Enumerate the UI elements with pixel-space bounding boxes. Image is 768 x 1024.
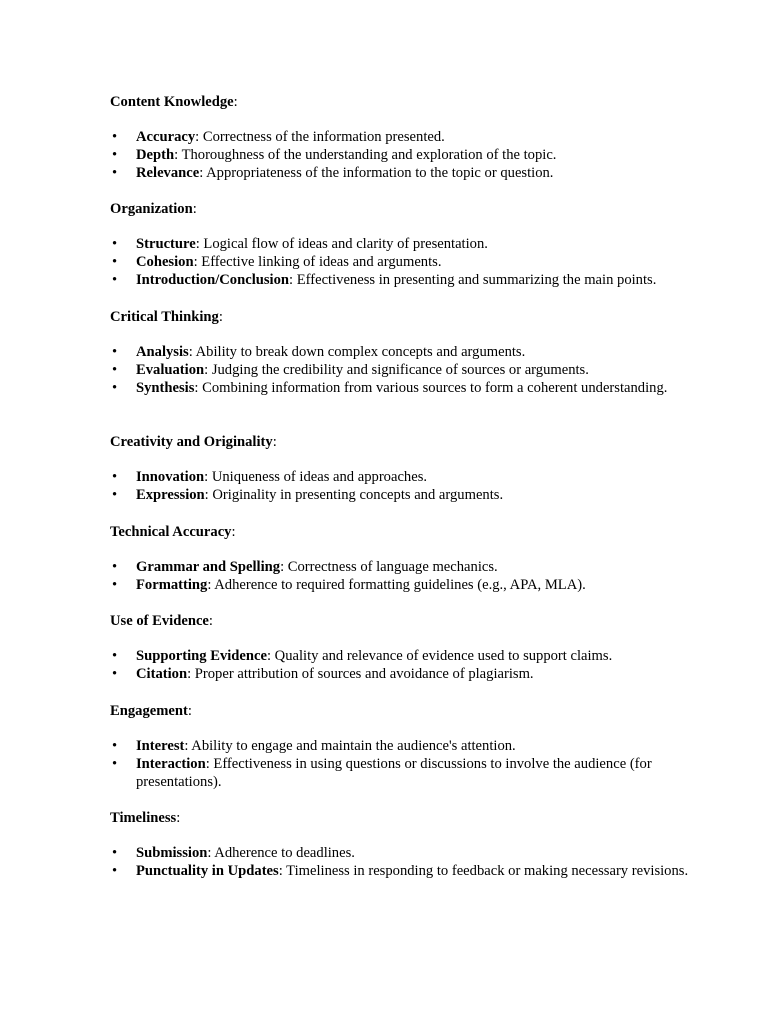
item-term: Evaluation	[136, 361, 205, 378]
list-item: • Depth: Thoroughness of the understanding and exploration of the topic.	[112, 146, 557, 163]
list-item: • Cohesion: Effective linking of ideas and arguments.	[112, 253, 442, 270]
list-item: • Formatting: Adherence to required formatting guidelines (e.g., APA, MLA).	[112, 576, 586, 593]
list-item: • Submission: Adherence to deadlines.	[112, 844, 355, 861]
bullet-icon: •	[112, 164, 118, 181]
item-description: Appropriateness of the information to the topic or question.	[206, 164, 554, 181]
item-term: Innovation	[136, 468, 205, 485]
item-description: Judging the credibility and significance of sources or arguments.	[211, 361, 589, 378]
item-description: Timeliness in responding to feedback or making necessary revisions.	[286, 862, 689, 879]
item-description: Uniqueness of ideas and approaches.	[211, 468, 428, 485]
list-item: • Relevance: Appropriateness of the information to the topic or question.	[112, 164, 554, 181]
section-heading: Use of Evidence:	[110, 613, 213, 629]
item-term: Expression	[136, 486, 205, 503]
list-item: • Synthesis: Combining information from various sources to form a coherent understanding.	[112, 379, 668, 396]
section-organization	[110, 201, 700, 290]
bullet-icon: •	[112, 235, 118, 252]
item-term: Introduction/Conclusion	[136, 271, 290, 288]
bullet-icon: •	[112, 128, 118, 145]
item-description: Adherence to deadlines.	[214, 844, 355, 861]
list-item: • Interest: Ability to engage and maintain the audience's attention.	[112, 737, 516, 754]
list-item: • Analysis: Ability to break down complex concepts and arguments.	[112, 343, 526, 360]
section-creativity-and-originality	[110, 434, 700, 505]
item-description: Effectiveness in using questions or discussions to involve the audience (for presentations).	[136, 755, 652, 790]
bullet-list	[110, 469, 700, 505]
bullet-icon: •	[112, 844, 118, 861]
item-description: Effectiveness in presenting and summarizing the main points.	[296, 271, 657, 288]
section-heading: Critical Thinking:	[110, 309, 223, 325]
bullet-icon: •	[112, 271, 118, 288]
bullet-list	[110, 236, 700, 290]
list-item: • Punctuality in Updates: Timeliness in responding to feedback or making necessary revisions.	[112, 862, 689, 879]
bullet-list	[110, 344, 700, 398]
item-term: Synthesis	[136, 379, 195, 396]
item-description: Combining information from various sources to form a coherent understanding.	[202, 379, 668, 396]
list-item: • Expression: Originality in presenting concepts and arguments.	[112, 486, 504, 503]
bullet-icon: •	[112, 253, 118, 270]
item-description: Adherence to required formatting guidelines (e.g., APA, MLA).	[214, 576, 586, 593]
section-heading: Content Knowledge:	[110, 94, 238, 110]
item-term: Structure	[136, 235, 196, 252]
list-item: • Supporting Evidence: Quality and relevance of evidence used to support claims.	[112, 647, 613, 664]
item-term: Supporting Evidence	[136, 647, 267, 664]
item-description: Logical flow of ideas and clarity of presentation.	[203, 235, 488, 252]
list-item: • Structure: Logical flow of ideas and clarity of presentation.	[112, 235, 488, 252]
item-description: Ability to break down complex concepts and arguments.	[195, 343, 526, 360]
list-item: • Evaluation: Judging the credibility and significance of sources or arguments.	[112, 361, 589, 378]
list-item: • Accuracy: Correctness of the information presented.	[112, 128, 445, 145]
bullet-icon: •	[112, 737, 118, 754]
bullet-icon: •	[112, 146, 118, 163]
list-item: • Grammar and Spelling: Correctness of language mechanics.	[112, 558, 498, 575]
list-item: • Citation: Proper attribution of sources and avoidance of plagiarism.	[112, 665, 534, 682]
bullet-icon: •	[112, 343, 118, 360]
item-description: Proper attribution of sources and avoidance of plagiarism.	[194, 665, 534, 682]
item-term: Submission	[136, 844, 208, 861]
item-description: Ability to engage and maintain the audience's attention.	[191, 737, 516, 754]
section-engagement	[110, 703, 700, 792]
bullet-icon: •	[112, 647, 118, 664]
bullet-icon: •	[112, 361, 118, 378]
item-term: Grammar and Spelling	[136, 558, 281, 575]
item-term: Formatting	[136, 576, 208, 593]
item-description: Thoroughness of the understanding and exploration of the topic.	[181, 146, 557, 163]
section-technical-accuracy	[110, 524, 700, 595]
list-item: • Introduction/Conclusion: Effectiveness in presenting and summarizing the main points.	[112, 271, 657, 288]
bullet-icon: •	[112, 379, 118, 396]
item-term: Analysis	[136, 343, 189, 360]
bullet-list	[110, 559, 700, 595]
section-heading: Engagement:	[110, 703, 192, 719]
section-heading: Creativity and Originality:	[110, 434, 277, 450]
bullet-icon: •	[112, 862, 118, 879]
list-item: • Interaction: Effectiveness in using questions or discussions to involve the audience (for presentations).	[112, 755, 652, 790]
item-term: Punctuality in Updates	[136, 862, 279, 879]
bullet-icon: •	[112, 755, 118, 772]
bullet-icon: •	[112, 558, 118, 575]
section-heading: Technical Accuracy:	[110, 524, 236, 540]
section-heading: Organization:	[110, 201, 197, 217]
section-critical-thinking	[110, 309, 700, 398]
item-term: Accuracy	[136, 128, 196, 145]
section-use-of-evidence	[110, 613, 700, 684]
list-item: • Innovation: Uniqueness of ideas and approaches.	[112, 468, 428, 485]
bullet-icon: •	[112, 486, 118, 503]
item-term: Interest	[136, 737, 185, 754]
bullet-list	[110, 738, 700, 792]
item-description: Correctness of language mechanics.	[287, 558, 498, 575]
section-timeliness	[110, 810, 700, 881]
item-term: Cohesion	[136, 253, 194, 270]
bullet-icon: •	[112, 468, 118, 485]
bullet-list	[110, 845, 700, 881]
bullet-list	[110, 648, 700, 684]
bullet-icon: •	[112, 665, 118, 682]
item-term: Citation	[136, 665, 188, 682]
item-description: Originality in presenting concepts and arguments.	[212, 486, 504, 503]
bullet-list	[110, 129, 700, 183]
item-term: Relevance	[136, 164, 200, 181]
bullet-icon: •	[112, 576, 118, 593]
item-description: Quality and relevance of evidence used to support claims.	[274, 647, 613, 664]
item-term: Interaction	[136, 755, 206, 772]
section-heading: Timeliness:	[110, 810, 181, 826]
item-description: Effective linking of ideas and arguments.	[201, 253, 442, 270]
item-term: Depth	[136, 146, 175, 163]
section-content-knowledge	[110, 94, 700, 183]
item-description: Correctness of the information presented.	[202, 128, 445, 145]
